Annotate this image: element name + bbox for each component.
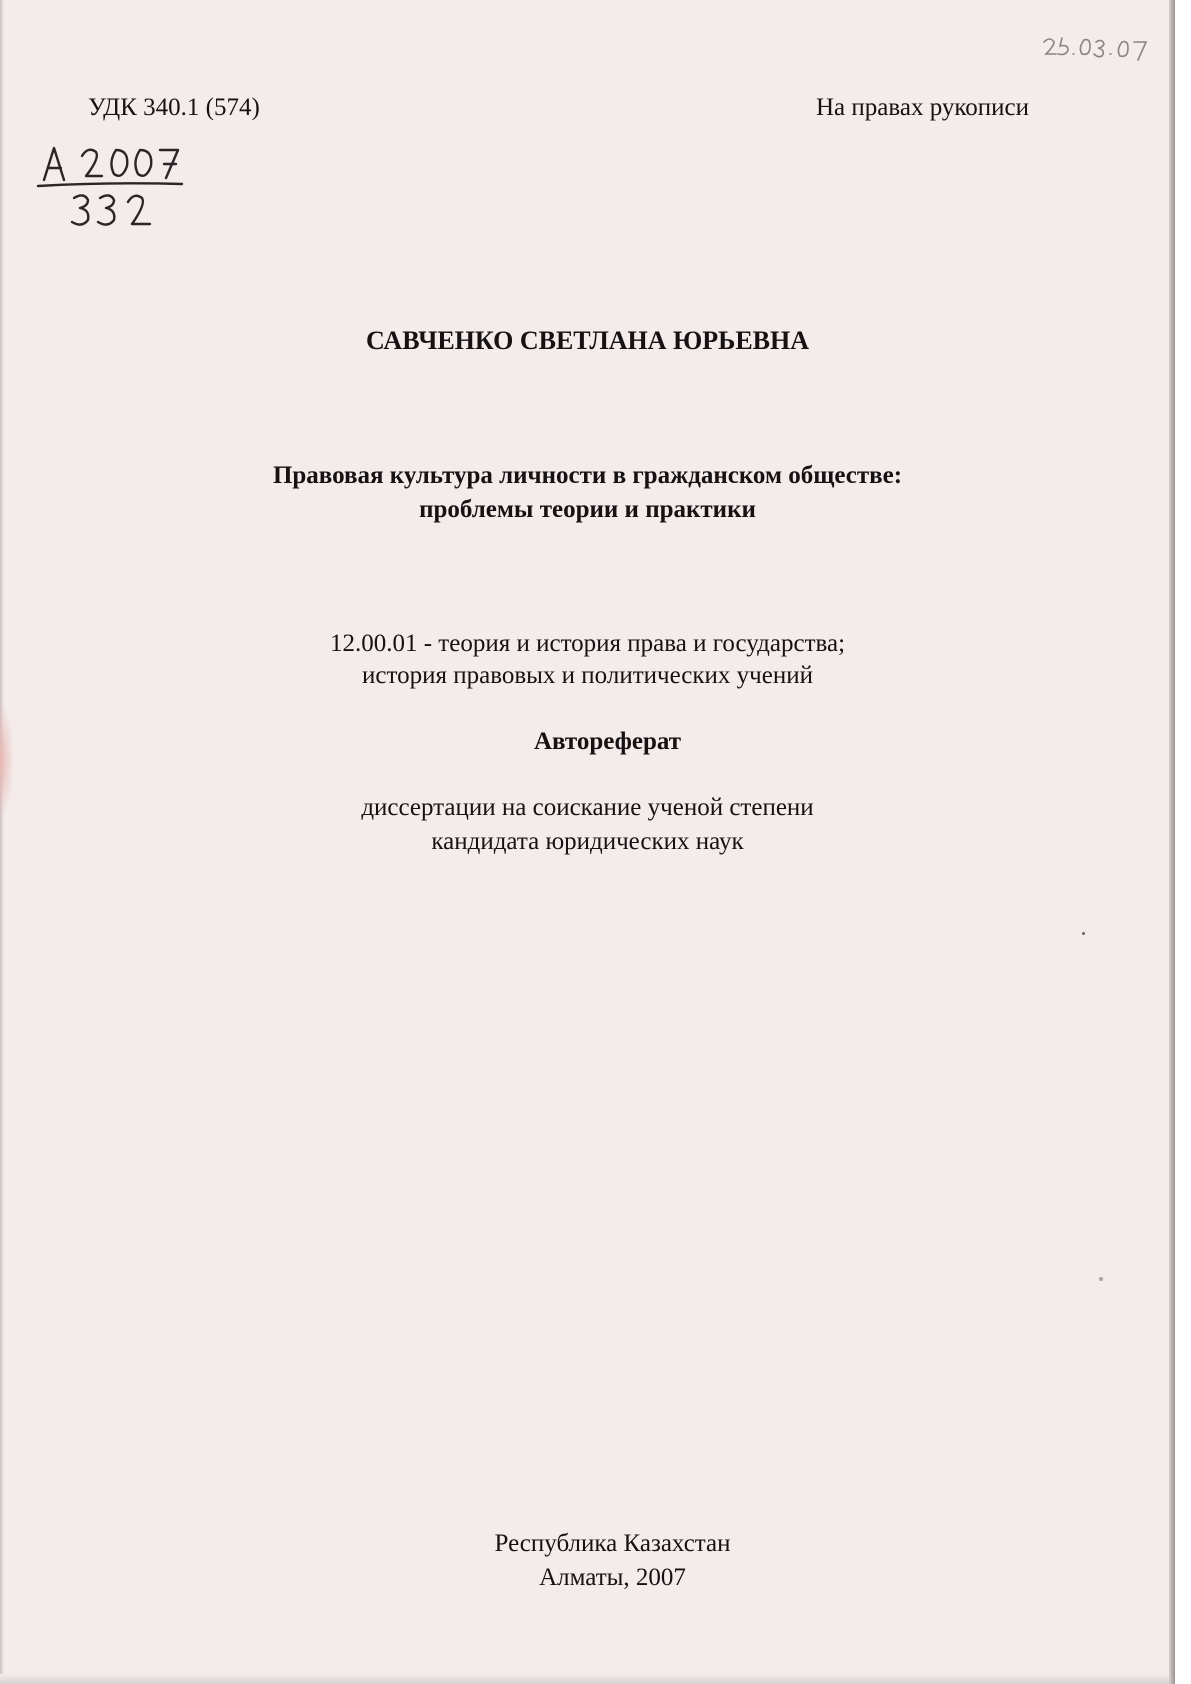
manuscript-rights-note: На правах рукописи [816, 94, 1029, 121]
scan-speck [1099, 1277, 1103, 1281]
publication-country: Республика Казахстан [494, 1530, 731, 1557]
publication-city-year: Алматы, 2007 [539, 1564, 686, 1591]
scan-bottom-edge [0, 1674, 1191, 1684]
specialty-line-2: история правовых и политических учений [362, 662, 813, 689]
udk-code: УДК 340.1 (574) [88, 94, 260, 121]
title-line-1: Правовая культура личности в гражданском обществе: [272, 462, 903, 489]
author-name: САВЧЕНКО СВЕТЛАНА ЮРЬЕВНА [365, 326, 810, 355]
scan-speck [1082, 932, 1085, 935]
handwritten-date-note [1040, 32, 1150, 72]
title-line-2: проблемы теории и практики [419, 496, 756, 523]
scan-right-margin [1175, 0, 1191, 1684]
purpose-line-2: кандидата юридических наук [431, 828, 744, 855]
document-type: Автореферат [533, 728, 682, 755]
handwritten-shelf-mark [30, 140, 190, 240]
specialty-line-1: 12.00.01 - теория и история права и государства; [329, 630, 846, 657]
purpose-line-1: диссертации на соискание ученой степени [361, 794, 814, 821]
